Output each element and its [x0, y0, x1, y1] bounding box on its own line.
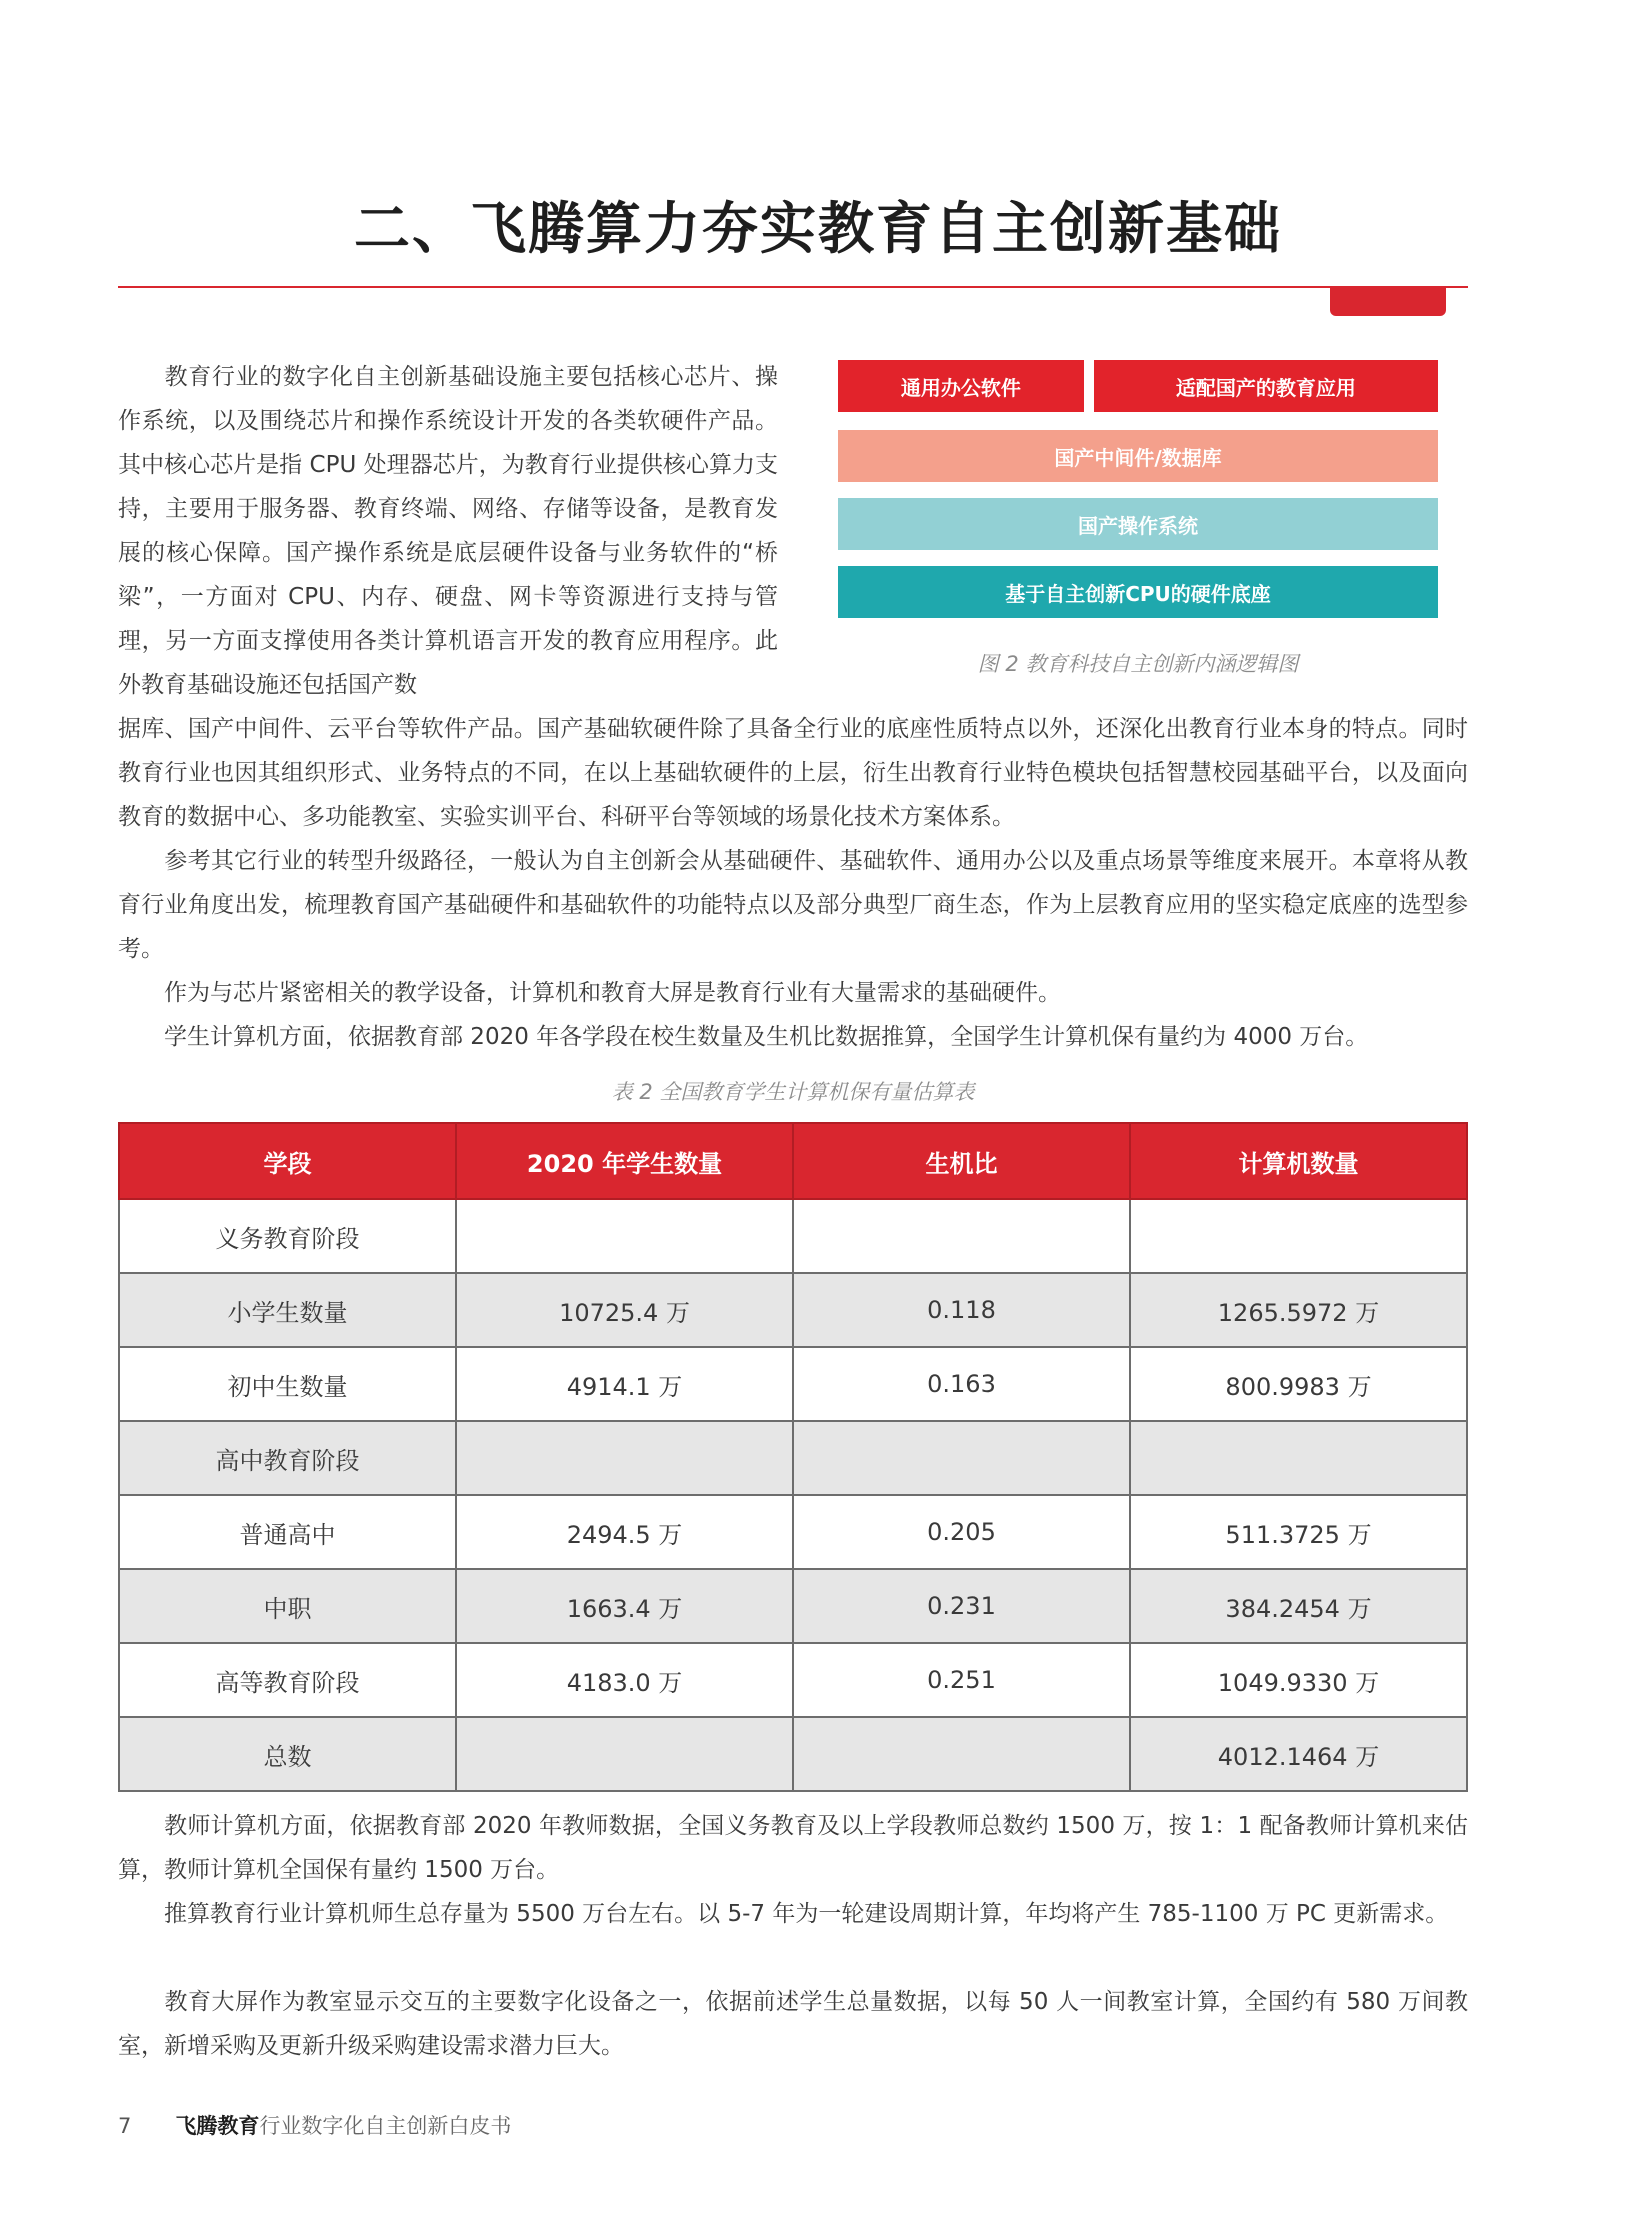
- cell-stage: 高中教育阶段: [119, 1421, 456, 1495]
- diagram-row-hardware: [838, 566, 1438, 618]
- cell-ratio: [793, 1421, 1130, 1495]
- figure-caption: 图 2 教育科技自主创新内涵逻辑图: [977, 652, 1299, 676]
- header-ratio: 生机比: [793, 1123, 1130, 1199]
- cell-computer-count: 800.9983 万: [1130, 1347, 1467, 1421]
- table-header-row: [119, 1123, 1467, 1199]
- table-row: [119, 1495, 1467, 1569]
- table-row-total: [119, 1717, 1467, 1791]
- cell-student-count: 10725.4 万: [456, 1273, 793, 1347]
- cell-ratio: 0.231: [793, 1569, 1130, 1643]
- cell-student-count: 1663.4 万: [456, 1569, 793, 1643]
- paragraph-student-computers: [118, 1015, 1468, 1059]
- table-row: [119, 1569, 1467, 1643]
- paragraph-teacher-computers: [118, 1804, 1468, 1892]
- page-footer: [118, 2110, 511, 2140]
- paragraph-intro-continued: 据库、国产中间件、云平台等软件产品。国产基础软硬件除了具备全行业的底座性质特点以外，还深化出教育行业本身的特点。同时教育行业也因其组织形式、业务特点的不同，在以上基础软硬件的上层，衍生出教育行业特色模块包括智慧校园基础平台，以及面向教育的数据中心、多功能教室、实验实训平台、科研平台等领域的场景化技术方案体系。: [118, 716, 1468, 830]
- page-number: 7: [118, 2114, 132, 2138]
- cell-ratio: 0.118: [793, 1273, 1130, 1347]
- paragraph-smart-screens: [118, 1980, 1468, 2068]
- paragraph-total-demand: [118, 1892, 1468, 1936]
- paragraph-intro: [118, 355, 778, 707]
- cell-stage: 高等教育阶段: [119, 1643, 456, 1717]
- cell-student-count: [456, 1717, 793, 1791]
- header-student-count: 2020 年学生数量: [456, 1123, 793, 1199]
- paragraph-teacher-computers-text: 教师计算机方面，依据教育部 2020 年教师数据，全国义务教育及以上学段教师总数约 1500 万，按 1：1 配备教师计算机来估算，教师计算机全国保有量约 1500 万台。: [118, 1813, 1468, 1883]
- table-row: [119, 1643, 1467, 1717]
- student-computer-table: [118, 1122, 1468, 1792]
- cell-stage: 中职: [119, 1569, 456, 1643]
- diagram-row-apps: [838, 360, 1438, 412]
- header-stage: 学段: [119, 1123, 456, 1199]
- paragraph-intro-text: 教育行业的数字化自主创新基础设施主要包括核心芯片、操作系统，以及围绕芯片和操作系统设计开发的各类软硬件产品。其中核心芯片是指 CPU 处理器芯片，为教育行业提供核心算力支持，主要用于服务器、教育终端、网络、存储等设备，是教育发展的核心保障。国产操作系统是底层硬件设备与业务软件的“桥梁”，一方面对 CPU、内存、硬盘、网卡等资源进行支持与管理，另一方面支撑使用各类计算机语言开发的教育应用程序。此外教育基础设施还包括国产数: [118, 364, 778, 698]
- page-title: 二、飞腾算力夯实教育自主创新基础: [354, 197, 1282, 262]
- cell-student-count: [456, 1199, 793, 1273]
- cell-ratio: 0.163: [793, 1347, 1130, 1421]
- footer-title: [175, 2110, 511, 2140]
- table-row: [119, 1273, 1467, 1347]
- paragraph-student-computers-text: 学生计算机方面，依据教育部 2020 年各学段在校生数量及生机比数据推算，全国学生计算机保有量约为 4000 万台。: [164, 1024, 1369, 1050]
- paragraph-total-demand-text: 推算教育行业计算机师生总存量为 5500 万台左右。以 5-7 年为一轮建设周期计算，年均将产生 785-1100 万 PC 更新需求。: [164, 1901, 1449, 1927]
- paragraph-devices: [118, 971, 1468, 1015]
- cell-computer-count: [1130, 1421, 1467, 1495]
- diagram-box-hardware: 基于自主创新CPU的硬件底座: [838, 566, 1438, 618]
- cell-computer-count: [1130, 1199, 1467, 1273]
- paragraph-devices-text: 作为与芯片紧密相关的教学设备，计算机和教育大屏是教育行业有大量需求的基础硬件。: [164, 980, 1061, 1006]
- paragraph-smart-screens-text: 教育大屏作为教室显示交互的主要数字化设备之一，依据前述学生总量数据，以每 50 人一间教室计算，全国约有 580 万间教室，新增采购及更新升级采购建设需求潜力巨大。: [118, 1989, 1468, 2059]
- cell-ratio: 0.251: [793, 1643, 1130, 1717]
- cell-stage: 总数: [119, 1717, 456, 1791]
- cell-ratio: [793, 1199, 1130, 1273]
- cell-stage: 义务教育阶段: [119, 1199, 456, 1273]
- diagram-box-middleware: 国产中间件/数据库: [838, 430, 1438, 482]
- cell-student-count: 4914.1 万: [456, 1347, 793, 1421]
- header-computer-count: 计算机数量: [1130, 1123, 1467, 1199]
- cell-computer-count: 511.3725 万: [1130, 1495, 1467, 1569]
- paragraph-path: [118, 839, 1468, 971]
- table-row: [119, 1347, 1467, 1421]
- cell-computer-count: 1265.5972 万: [1130, 1273, 1467, 1347]
- paragraph-path-text: 参考其它行业的转型升级路径，一般认为自主创新会从基础硬件、基础软件、通用办公以及重点场景等维度来展开。本章将从教育行业角度出发，梳理教育国产基础硬件和基础软件的功能特点以及部分典型厂商生态，作为上层教育应用的坚实稳定底座的选型参考。: [118, 848, 1468, 962]
- diagram-box-os: 国产操作系统: [838, 498, 1438, 550]
- cell-student-count: 4183.0 万: [456, 1643, 793, 1717]
- cell-computer-count: 384.2454 万: [1130, 1569, 1467, 1643]
- cell-stage: 小学生数量: [119, 1273, 456, 1347]
- diagram-box-office-software: 通用办公软件: [838, 360, 1084, 412]
- cell-stage: 普通高中: [119, 1495, 456, 1569]
- table-row: [119, 1421, 1467, 1495]
- cell-stage: 初中生数量: [119, 1347, 456, 1421]
- diagram-box-education-apps: 适配国产的教育应用: [1094, 360, 1438, 412]
- cell-ratio: [793, 1717, 1130, 1791]
- cell-ratio: 0.205: [793, 1495, 1130, 1569]
- footer-brand: 飞腾教育: [175, 2114, 260, 2138]
- diagram-row-os: [838, 498, 1438, 550]
- footer-subtitle: 行业数字化自主创新白皮书: [259, 2114, 512, 2138]
- diagram-row-middleware: [838, 430, 1438, 482]
- cell-student-count: 2494.5 万: [456, 1495, 793, 1569]
- cell-student-count: [456, 1421, 793, 1495]
- title-divider: [118, 286, 1468, 288]
- title-divider-tab: [1330, 286, 1446, 316]
- cell-computer-count: 4012.1464 万: [1130, 1717, 1467, 1791]
- cell-computer-count: 1049.9330 万: [1130, 1643, 1467, 1717]
- table-caption: 表 2 全国教育学生计算机保有量估算表: [611, 1080, 975, 1104]
- table-row: [119, 1199, 1467, 1273]
